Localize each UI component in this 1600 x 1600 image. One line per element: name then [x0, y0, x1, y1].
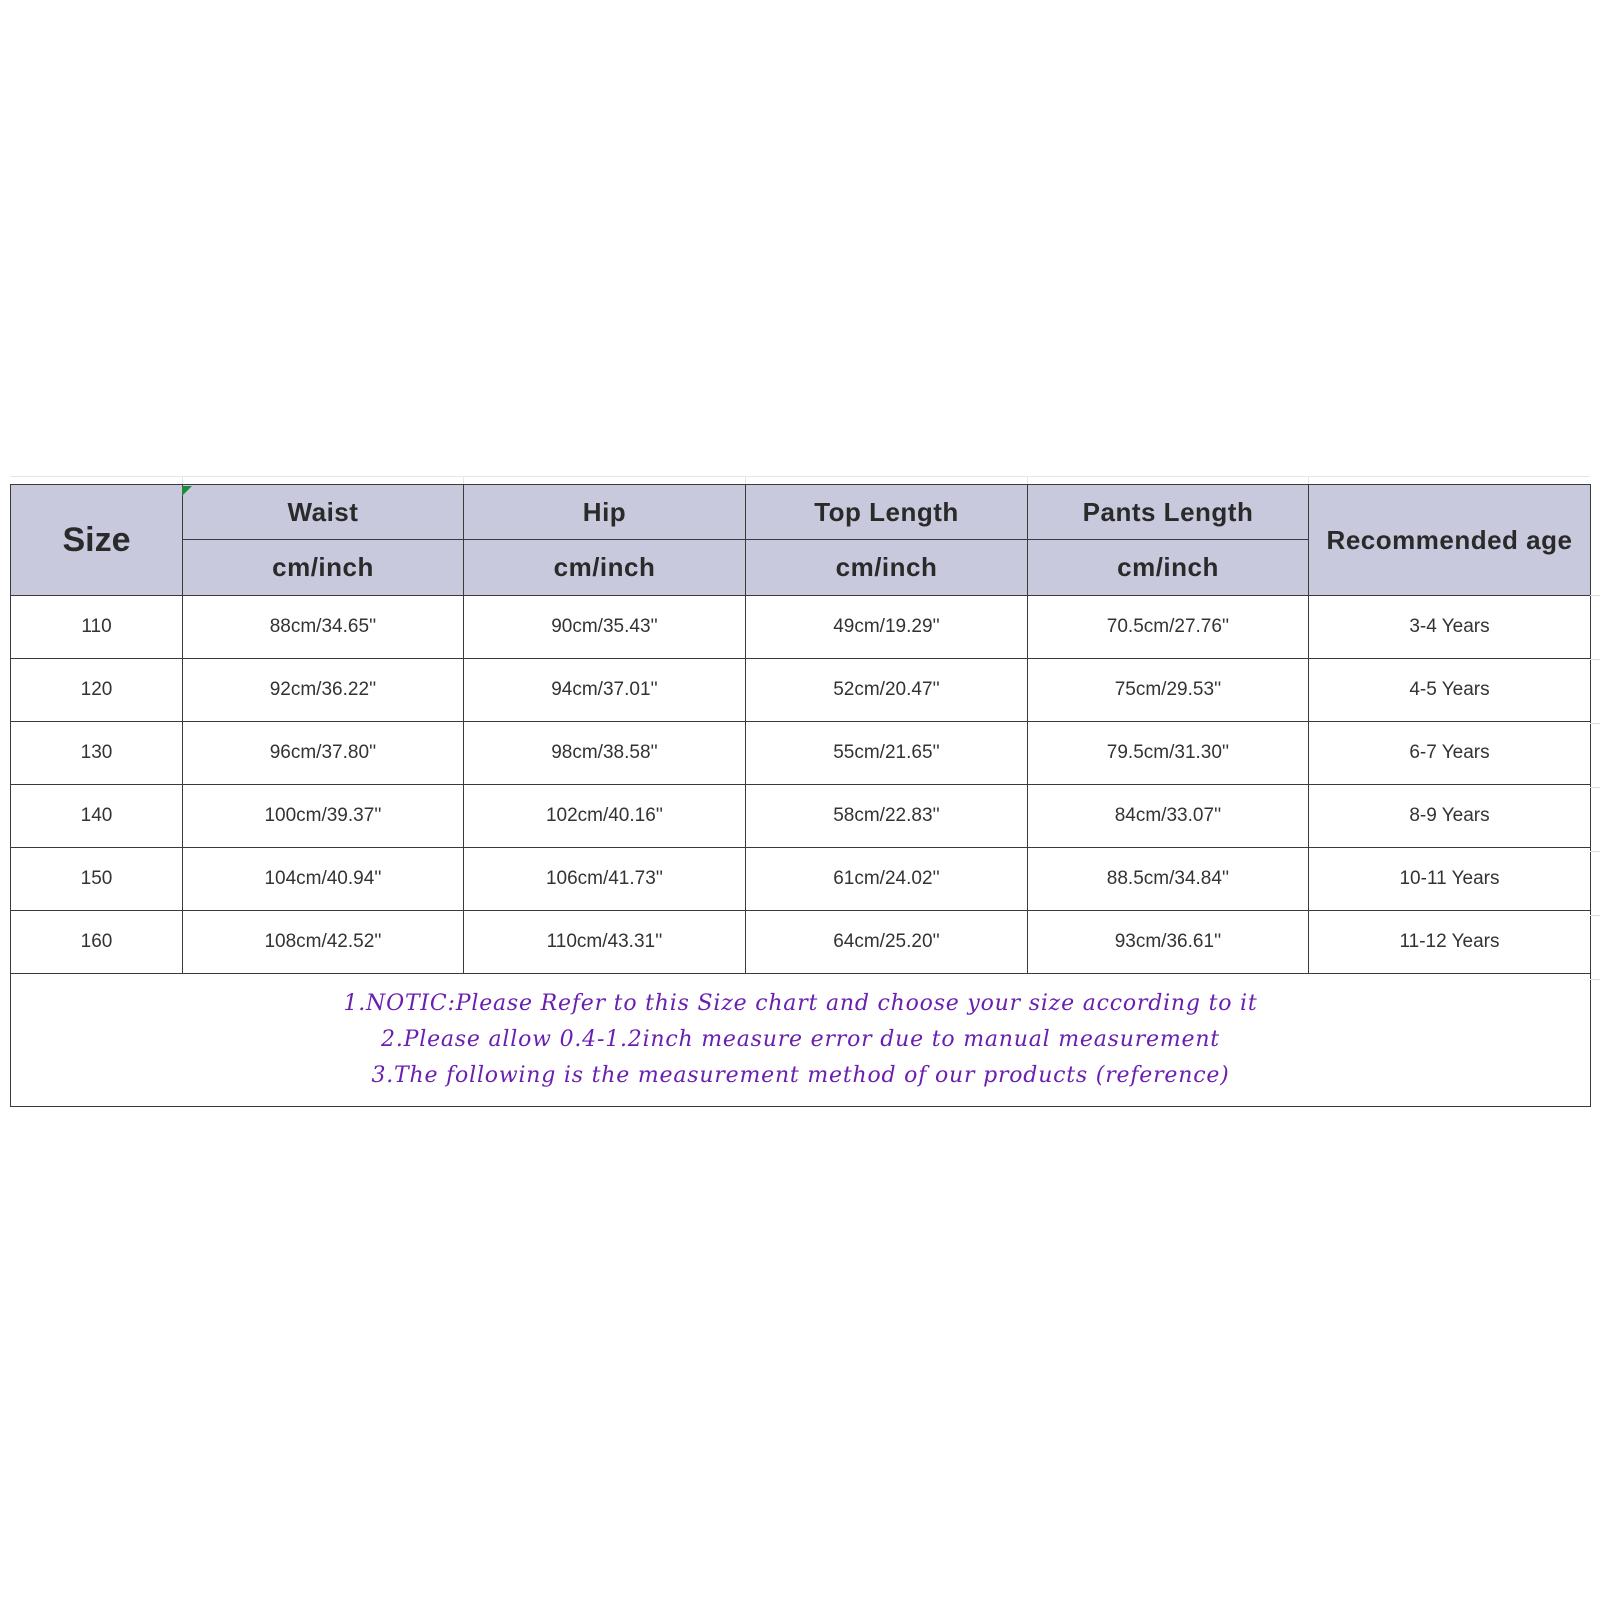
sheet-gridline — [1590, 659, 1600, 660]
unit-header: cm/inch — [464, 540, 746, 596]
sheet-gridline — [1308, 476, 1309, 484]
size-cell: 120 — [11, 659, 183, 722]
table-row — [11, 785, 1591, 848]
waist-cell: 104cm/40.94'' — [183, 848, 464, 911]
table-row — [11, 596, 1591, 659]
table-row — [11, 659, 1591, 722]
sheet-gridline — [182, 476, 183, 484]
pants-length-cell: 93cm/36.61'' — [1028, 911, 1309, 974]
waist-cell: 100cm/39.37'' — [183, 785, 464, 848]
hip-cell: 110cm/43.31'' — [464, 911, 746, 974]
sheet-gridline — [1590, 979, 1600, 980]
top-length-cell: 61cm/24.02'' — [746, 848, 1028, 911]
size-header: Size — [11, 485, 183, 596]
cell-comment-indicator-icon — [182, 486, 192, 496]
table-row — [11, 911, 1591, 974]
age-cell: 10-11 Years — [1309, 848, 1591, 911]
sheet-gridline — [1590, 915, 1600, 916]
sheet-gridline — [1027, 476, 1028, 484]
age-cell: 8-9 Years — [1309, 785, 1591, 848]
age-cell: 3-4 Years — [1309, 596, 1591, 659]
table-row — [11, 722, 1591, 785]
hip-cell: 102cm/40.16'' — [464, 785, 746, 848]
notes-cell — [11, 974, 1591, 1107]
note-line: 2.Please allow 0.4-1.2inch measure error due to manual measurement — [381, 1027, 1220, 1052]
sheet-gridline — [1590, 723, 1600, 724]
sheet-gridline — [1590, 595, 1600, 596]
top-length-header: Top Length — [746, 485, 1028, 540]
note-line: 3.The following is the measurement method of our products (reference) — [371, 1063, 1230, 1088]
waist-cell: 108cm/42.52'' — [183, 911, 464, 974]
size-chart-table — [10, 484, 1591, 1107]
waist-header: Waist — [183, 485, 464, 540]
top-length-cell: 55cm/21.65'' — [746, 722, 1028, 785]
top-length-cell: 64cm/25.20'' — [746, 911, 1028, 974]
unit-header: cm/inch — [746, 540, 1028, 596]
hip-cell: 94cm/37.01'' — [464, 659, 746, 722]
hip-cell: 90cm/35.43'' — [464, 596, 746, 659]
note-line: 1.NOTIC:Please Refer to this Size chart and choose your size according to it — [343, 991, 1258, 1016]
age-cell: 4-5 Years — [1309, 659, 1591, 722]
waist-cell: 92cm/36.22'' — [183, 659, 464, 722]
age-cell: 6-7 Years — [1309, 722, 1591, 785]
hip-header: Hip — [464, 485, 746, 540]
hip-cell: 106cm/41.73'' — [464, 848, 746, 911]
sheet-gridline — [463, 476, 464, 484]
waist-cell: 88cm/34.65'' — [183, 596, 464, 659]
age-cell: 11-12 Years — [1309, 911, 1591, 974]
top-length-cell: 49cm/19.29'' — [746, 596, 1028, 659]
unit-header: cm/inch — [1028, 540, 1309, 596]
pants-length-cell: 75cm/29.53'' — [1028, 659, 1309, 722]
recommended-age-header: Recommended age — [1309, 485, 1591, 596]
pants-length-cell: 88.5cm/34.84'' — [1028, 848, 1309, 911]
header-row — [11, 485, 1591, 540]
waist-cell: 96cm/37.80'' — [183, 722, 464, 785]
table-row — [11, 848, 1591, 911]
size-cell: 140 — [11, 785, 183, 848]
sheet-gridline — [10, 476, 1590, 477]
sheet-gridline — [1590, 851, 1600, 852]
hip-cell: 98cm/38.58'' — [464, 722, 746, 785]
size-cell: 130 — [11, 722, 183, 785]
size-cell: 110 — [11, 596, 183, 659]
unit-header: cm/inch — [183, 540, 464, 596]
pants-length-cell: 84cm/33.07'' — [1028, 785, 1309, 848]
top-length-cell: 52cm/20.47'' — [746, 659, 1028, 722]
size-cell: 160 — [11, 911, 183, 974]
pants-length-cell: 79.5cm/31.30'' — [1028, 722, 1309, 785]
sheet-gridline — [745, 476, 746, 484]
pants-length-cell: 70.5cm/27.76'' — [1028, 596, 1309, 659]
size-cell: 150 — [11, 848, 183, 911]
pants-length-header: Pants Length — [1028, 485, 1309, 540]
top-length-cell: 58cm/22.83'' — [746, 785, 1028, 848]
sheet-gridline — [1590, 787, 1600, 788]
notes-row — [11, 974, 1591, 1107]
